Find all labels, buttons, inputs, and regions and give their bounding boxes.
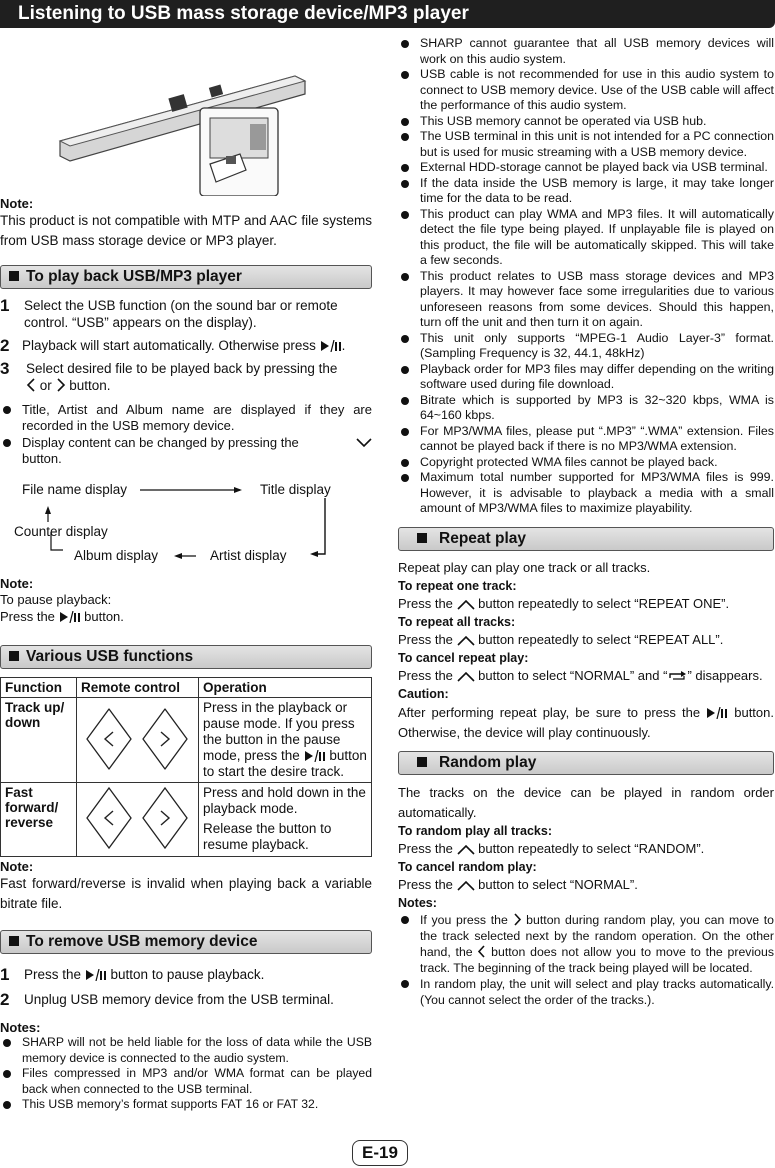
note-title: Note: xyxy=(0,196,34,211)
text-part: button repeatedly to select “REPEAT ONE”. xyxy=(474,595,730,611)
chevron-up-icon xyxy=(457,636,475,646)
text-part: After performing repeat play, be sure to press the xyxy=(398,704,707,720)
table-cell-operation xyxy=(199,783,372,857)
chevron-up-icon xyxy=(457,845,475,855)
repeat-one-title: To repeat one track: xyxy=(398,578,517,593)
step-number: 2 xyxy=(0,990,10,1009)
list-item: Files compressed in MP3 and/or WMA format can be played back when connected to the USB terminal. xyxy=(0,1066,372,1097)
flow-arrows xyxy=(0,476,374,566)
list-item: External HDD-storage cannot be played back via USB terminal. xyxy=(398,160,774,176)
play-pause-icon xyxy=(320,340,342,352)
text-part: Press the xyxy=(398,876,457,892)
section-heading-play-back xyxy=(0,265,372,289)
flow-counter: Counter display xyxy=(14,524,108,539)
list-item: This product relates to USB mass storage devices and MP3 players. It may however face some irregularities due to various unforeseen reasons from some devices. Should this happen, turn off the unit and then turn it on again. xyxy=(398,269,774,331)
page-number: E-19 xyxy=(352,1140,408,1166)
text-part: Press the xyxy=(398,631,457,647)
fast-forward-reverse-buttons-icon xyxy=(81,785,193,851)
section-heading-label: Random play xyxy=(439,753,537,771)
play-pause-icon xyxy=(304,750,326,762)
text-part: button to select “NORMAL”. xyxy=(474,876,638,892)
flow-title: Title display xyxy=(260,482,331,497)
table-header-row xyxy=(1,678,372,698)
list-item: SHARP will not be held liable for the loss of data while the USB memory device is connected to the audio system. xyxy=(0,1035,372,1066)
text-part: button to select “NORMAL” and “ xyxy=(474,667,668,683)
section-heading-label: To play back USB/MP3 player xyxy=(26,268,242,285)
text-part: If you press the xyxy=(420,912,513,927)
note-text-part: button. xyxy=(80,609,124,624)
step-text-part: . xyxy=(341,338,346,353)
note-text: Fast forward/reverse is invalid when playing back a variable bitrate file. xyxy=(0,876,372,911)
step-2 xyxy=(0,337,374,354)
section-heading-various xyxy=(0,645,372,669)
list-item: Maximum total number supported for MP3/WMA files is 999. However, it is advisable to playback a media with a small amount of MP3/WMA files to maximize playability. xyxy=(398,470,774,517)
list-item: This USB memory’s format supports FAT 16 or FAT 32. xyxy=(0,1097,372,1113)
table-row xyxy=(1,698,372,783)
chevron-left-icon xyxy=(26,378,36,392)
list-item xyxy=(0,435,372,466)
section-heading-label: Repeat play xyxy=(439,529,527,547)
step-text-part: or xyxy=(36,378,56,393)
flow-artist: Artist display xyxy=(210,548,287,563)
table-cell-function: Track up/ down xyxy=(1,698,77,783)
table-cell-remote xyxy=(77,783,199,857)
section-heading-label: Various USB functions xyxy=(26,648,194,665)
section-heading-remove xyxy=(0,930,372,954)
list-item-text: button. xyxy=(22,450,62,466)
operation-text: Release the button to resume playback. xyxy=(203,821,332,852)
flow-album: Album display xyxy=(74,548,159,563)
list-item: This unit only supports “MPEG-1 Audio Layer-3” format. (Sampling Frequency is 32, 44.1, 48kHz) xyxy=(398,331,774,362)
step-text xyxy=(22,360,337,394)
list-item: Playback order for MP3 files may differ depending on the writing software used during file download. xyxy=(398,362,774,393)
notes-title: Notes: xyxy=(0,1020,41,1035)
text-part: button. Otherwise, the device will play continuously. xyxy=(398,704,774,740)
play-pause-icon xyxy=(59,611,81,623)
caution-title: Caution: xyxy=(398,686,449,701)
step-1 xyxy=(0,297,374,331)
list-item: For MP3/WMA files, please put “.MP3” “.WMA” extension. Files cannot be played back if there is no MP3/WMA extension. xyxy=(398,424,774,455)
flow-file-name: File name display xyxy=(22,482,128,497)
text-part: button repeatedly to select “REPEAT ALL”. xyxy=(474,631,724,647)
square-bullet-icon xyxy=(9,651,19,661)
step-text-part: Select desired file to be played back by pressing the xyxy=(26,361,338,376)
random-all-title: To random play all tracks: xyxy=(398,823,552,838)
step-text: Unplug USB memory device from the USB terminal. xyxy=(24,992,334,1007)
list-item-text: Display content can be changed by pressing the xyxy=(22,435,299,450)
list-item: Copyright protected WMA files cannot be played back. xyxy=(398,455,774,471)
repeat-icon xyxy=(667,670,687,682)
skip-buttons-icon xyxy=(81,704,193,774)
left-column xyxy=(0,36,374,1113)
page-title: Listening to USB mass storage device/MP3 player xyxy=(0,0,775,28)
repeat-cancel-title: To cancel repeat play: xyxy=(398,650,529,665)
step-number: 1 xyxy=(0,965,10,984)
step-number: 3 xyxy=(0,359,10,378)
random-intro: The tracks on the device can be played in random order automatically. xyxy=(398,784,774,820)
text-part: button repeatedly to select “RANDOM”. xyxy=(474,840,705,856)
table-header: Operation xyxy=(199,678,372,698)
operation-text: Press in the playback or pause mode. If you press the button in the pause mode, press the xyxy=(203,700,355,763)
random-notes-list xyxy=(398,912,774,1008)
random-notes-title: Notes: xyxy=(398,895,437,910)
list-item: If the data inside the USB memory is large, it may take longer time for the data to be read. xyxy=(398,176,774,207)
step-text: Select the USB function (on the sound bar or remote control. “USB” appears on the display). xyxy=(24,298,338,330)
play-pause-icon xyxy=(85,969,107,981)
list-item: This product can play WMA and MP3 files. It will automatically detect the file type being played. If unplayable file is played on this product, the file will be automatically skipped. This will take a few seconds. xyxy=(398,207,774,269)
step-text xyxy=(22,337,345,354)
text-part: Press the xyxy=(398,595,457,611)
usb-functions-table xyxy=(0,677,372,857)
random-cancel-title: To cancel random play: xyxy=(398,859,537,874)
table-header: Function xyxy=(1,678,77,698)
list-item xyxy=(398,912,774,976)
soundbar-usb-illustration xyxy=(0,36,374,196)
note-title: Note: xyxy=(0,859,34,874)
note-text: This product is not compatible with MTP and AAC file systems from USB mass storage device or MP3 player. xyxy=(0,213,372,248)
step-3 xyxy=(0,360,374,394)
play-bullets xyxy=(0,402,372,466)
chevron-down-icon xyxy=(356,438,372,448)
note-text xyxy=(0,608,374,625)
step-text xyxy=(22,966,264,983)
list-item: USB cable is not recommended for use in this audio system to connect to USB memory device. Use of the USB cable will affect the performance of this audio system. xyxy=(398,67,774,114)
list-item: The USB terminal in this unit is not intended for a PC connection but is used for music streaming with a USB memory device. xyxy=(398,129,774,160)
caution-text xyxy=(398,703,774,743)
list-item: Title, Artist and Album name are displayed if they are recorded in the USB memory device. xyxy=(0,402,372,433)
text-part: Press the xyxy=(398,667,457,683)
chevron-up-icon xyxy=(457,600,475,610)
text-part: button during random play, you can move to the track selected next by the random operation. On the other hand, the xyxy=(420,912,774,959)
table-cell-function: Fast forward/ reverse xyxy=(1,783,77,857)
table-cell-operation xyxy=(199,698,372,783)
chevron-right-icon xyxy=(56,378,66,392)
section-heading-label: To remove USB memory device xyxy=(26,933,258,950)
remove-step-2 xyxy=(0,991,374,1008)
step-text-part: button. xyxy=(65,378,111,393)
operation-text: button to start the desire track. xyxy=(203,748,367,779)
step-number: 1 xyxy=(0,296,10,315)
chevron-up-icon xyxy=(457,881,475,891)
operation-text: Press and hold down in the playback mode. xyxy=(203,785,366,816)
list-item: Bitrate which is supported by MP3 is 32~320 kbps, WMA is 64~160 kbps. xyxy=(398,393,774,424)
list-item: SHARP cannot guarantee that all USB memory devices will work on this audio system. xyxy=(398,36,774,67)
note-title: Note: xyxy=(0,576,34,591)
random-all-text xyxy=(398,840,774,857)
random-cancel-text xyxy=(398,876,774,893)
square-bullet-icon xyxy=(9,936,19,946)
repeat-one-text xyxy=(398,595,774,612)
list-item: In random play, the unit will select and play tracks automatically. (You cannot select the order of the tracks.). xyxy=(398,976,774,1008)
note-text: To pause playback: xyxy=(0,592,112,607)
right-column xyxy=(398,36,774,1008)
section-heading-random xyxy=(398,751,774,775)
chevron-right-icon xyxy=(513,913,522,926)
step-text-part: Press the xyxy=(24,967,85,982)
display-cycle-diagram xyxy=(0,476,374,566)
play-pause-icon xyxy=(706,707,728,719)
text-part: ” disappears. xyxy=(687,667,763,683)
table-cell-remote xyxy=(77,698,199,783)
notes-list xyxy=(0,1035,372,1113)
repeat-all-title: To repeat all tracks: xyxy=(398,614,516,629)
text-part: Press the xyxy=(398,840,457,856)
remove-step-1 xyxy=(0,966,374,983)
table-row xyxy=(1,783,372,857)
note-text-part: Press the xyxy=(0,609,59,624)
table-header: Remote control xyxy=(77,678,199,698)
square-bullet-icon xyxy=(417,757,427,767)
step-text-part: button to pause playback. xyxy=(106,967,265,982)
square-bullet-icon xyxy=(9,271,19,281)
step-text-part: Playback will start automatically. Otherwise press xyxy=(22,338,320,353)
repeat-intro: Repeat play can play one track or all tracks. xyxy=(398,559,651,575)
repeat-cancel-text xyxy=(398,667,774,684)
list-item: This USB memory cannot be operated via USB hub. xyxy=(398,114,774,130)
square-bullet-icon xyxy=(417,533,427,543)
step-number: 2 xyxy=(0,336,10,355)
text-part: button does not allow you to move to the previous track. The beginning of the track being played will be located. xyxy=(420,944,774,975)
repeat-all-text xyxy=(398,631,774,648)
section-heading-repeat xyxy=(398,527,774,551)
chevron-up-icon xyxy=(457,672,475,682)
usb-notes-list xyxy=(398,36,774,517)
